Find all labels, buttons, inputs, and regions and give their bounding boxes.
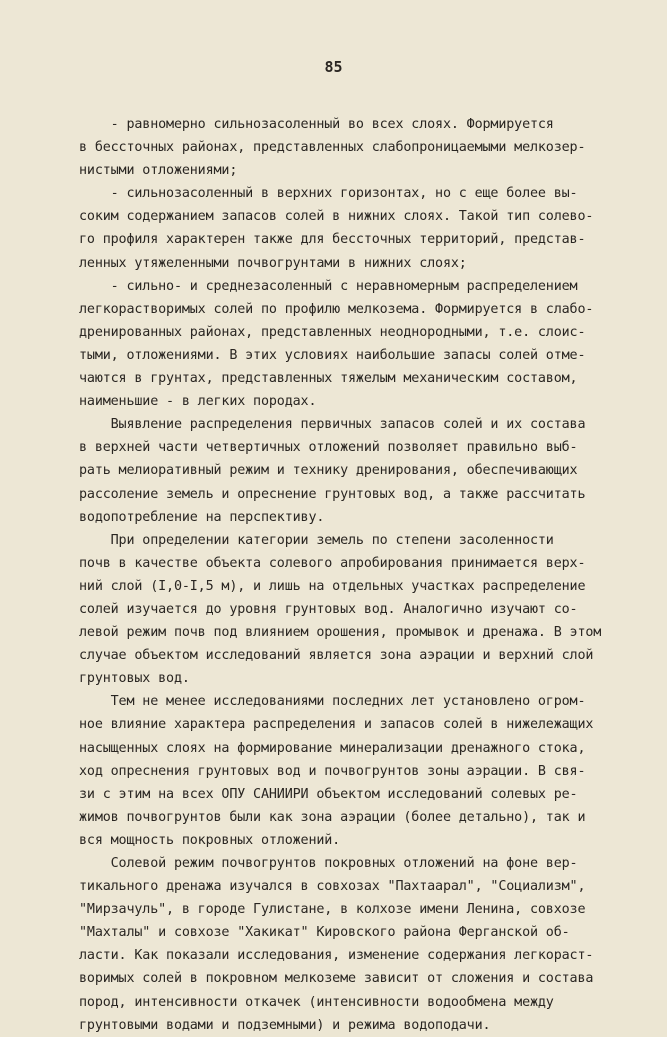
text-line: вся мощность покровных отложений.: [79, 832, 341, 848]
page-number: 85: [324, 58, 343, 76]
text-line: ное влияние характера распределения и запасов солей в нижележащих: [79, 717, 594, 733]
body-text: [79, 113, 639, 1037]
text-line: Тем не менее исследованиями последних лет установлено огром-: [79, 694, 586, 710]
text-line: в бессточных районах, представленных слабопроницаемыми мелкозер-: [79, 140, 586, 156]
text-line: При определении категории земель по степени засоленности: [79, 532, 554, 548]
text-line: пород, интенсивности откачек (интенсивности водообмена между: [79, 994, 554, 1010]
text-line: соким содержанием запасов солей в нижних слоях. Такой тип солево-: [79, 209, 594, 225]
text-line: - сильнозасоленный в верхних горизонтах, но с еще более вы-: [79, 186, 578, 202]
text-line: грунтовых вод.: [79, 671, 190, 687]
text-line: дренированных районах, представленных неоднородными, т.е. слоис-: [79, 324, 586, 340]
text-line: "Мирзачуль", в городе Гулистане, в колхозе имени Ленина, совхозе: [79, 902, 586, 918]
text-line: воримых солей в покровном мелкоземе зависит от сложения и состава: [79, 971, 594, 987]
text-line: случае объектом исследований является зона аэрации и верхний слой: [79, 648, 594, 664]
text-line: жимов почвогрунтов были как зона аэрации (более детально), так и: [79, 809, 586, 825]
text-line: - сильно- и среднезасоленный с неравномерным распределением: [79, 278, 578, 294]
text-line: рассоление земель и опреснение грунтовых вод, а также рассчитать: [79, 486, 586, 502]
text-line: зи с этим на всех ОПУ САНИИРИ объектом исследований солевых ре-: [79, 786, 578, 802]
text-line: ленных утяжеленными почвогрунтами в нижних слоях;: [79, 255, 467, 271]
text-line: ход опреснения грунтовых вод и почвогрунтов зоны аэрации. В свя-: [79, 763, 586, 779]
text-line: легкорастворимых солей по профилю мелкозема. Формируется в слабо-: [79, 301, 594, 317]
text-line: ласти. Как показали исследования, изменение содержания легкораст-: [79, 948, 594, 964]
text-line: ний слой (I,0-I,5 м), и лишь на отдельных участках распределение: [79, 578, 586, 594]
text-line: почв в качестве объекта солевого апробирования принимается верх-: [79, 555, 586, 571]
text-line: водопотребление на перспективу.: [79, 509, 325, 525]
text-line: чаются в грунтах, представленных тяжелым механическим составом,: [79, 371, 578, 387]
text-line: наименьшие - в легких породах.: [79, 394, 317, 410]
text-line: рать мелиоративный режим и технику дренирования, обеспечивающих: [79, 463, 578, 479]
text-line: солей изучается до уровня грунтовых вод. Аналогично изучают со-: [79, 601, 578, 617]
text-line: в верхней части четвертичных отложений позволяет правильно выб-: [79, 440, 578, 456]
text-line: левой режим почв под влиянием орошения, промывок и дренажа. В этом: [79, 625, 602, 641]
text-line: - равномерно сильнозасоленный во всех слоях. Формируется: [79, 117, 554, 132]
text-line: Солевой режим почвогрунтов покровных отложений на фоне вер-: [79, 856, 578, 871]
text-line: го профиля характерен также для бессточных территорий, представ-: [79, 232, 586, 248]
text-line: насыщенных слоях на формирование минерализации дренажного стока,: [79, 740, 586, 756]
text-line: тыми, отложениями. В этих условиях наибольшие запасы солей отме-: [79, 347, 586, 363]
text-line: тикального дренажа изучался в совхозах "Пахтаарал", "Социализм",: [79, 879, 586, 895]
text-line: Выявление распределения первичных запасов солей и их состава: [79, 417, 586, 433]
text-line: грунтовыми водами и подземными) и режима водоподачи.: [79, 1017, 491, 1033]
text-line: нистыми отложениями;: [79, 163, 238, 179]
text-line: "Махталы" и совхозе "Хакикат" Кировского района Ферганской об-: [79, 925, 570, 941]
